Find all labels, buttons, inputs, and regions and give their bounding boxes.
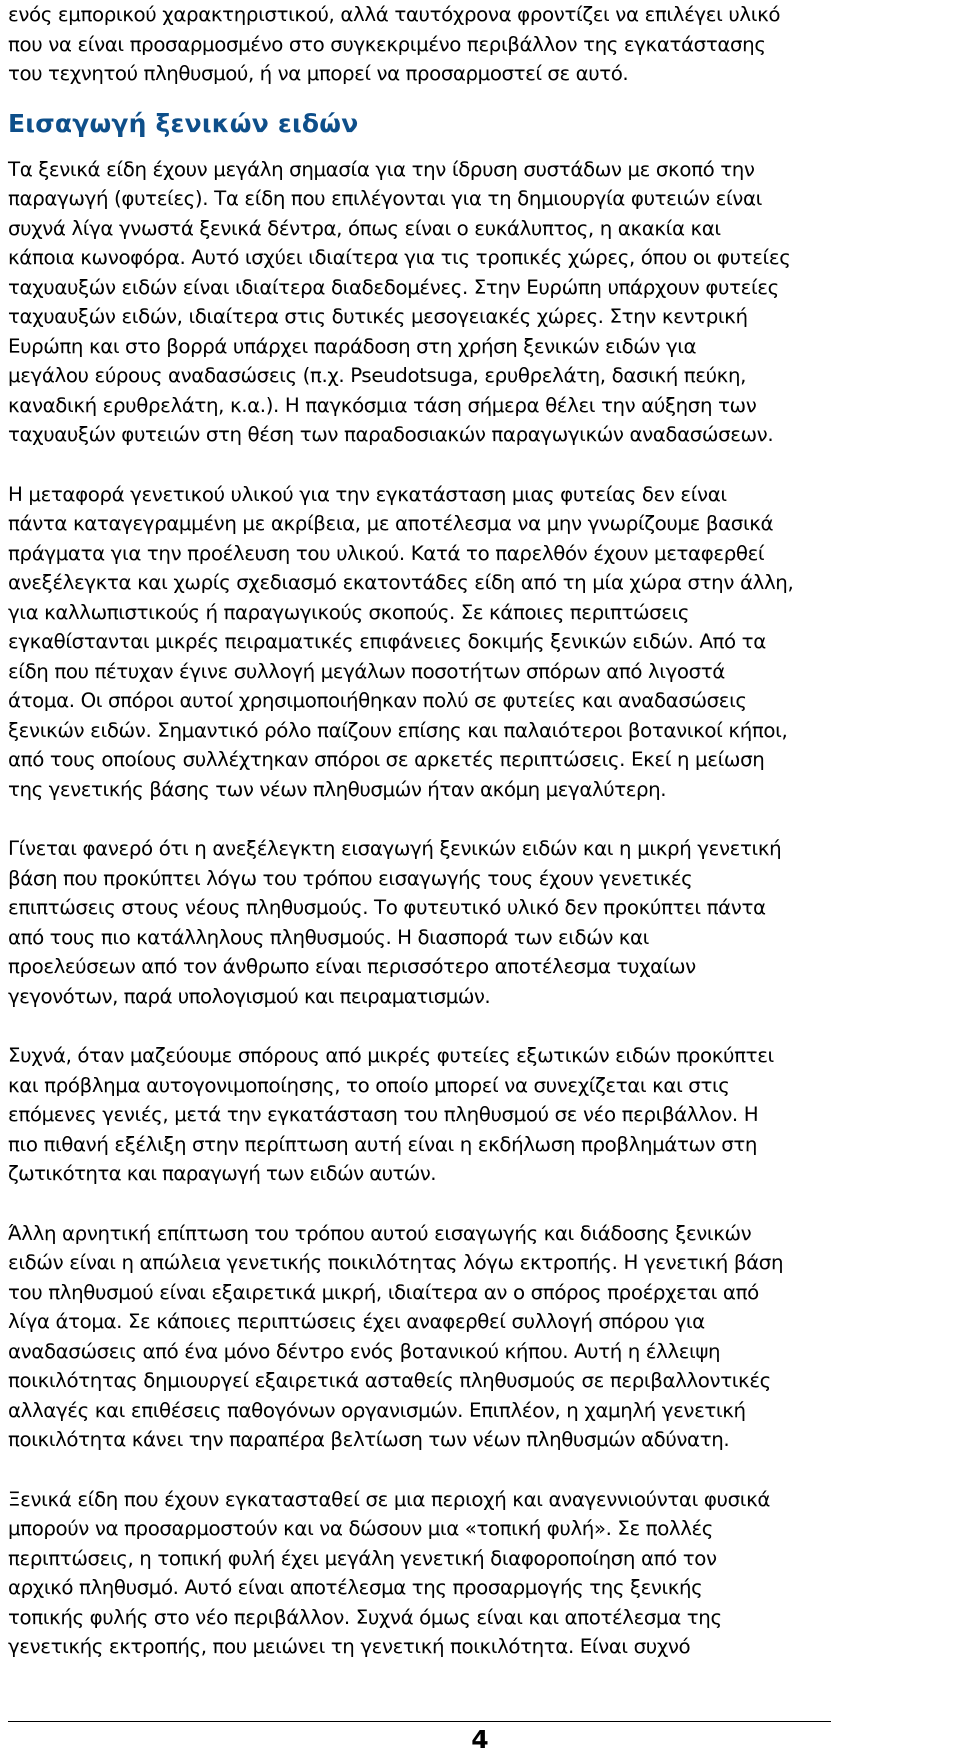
paragraph-gap (8, 1189, 953, 1219)
text-line: της γενετικής βάσης των νέων πληθυσμών ήταν ακόμη μεγαλύτερη. (8, 777, 667, 801)
paragraph-gap (8, 450, 953, 480)
text-line: λίγα άτομα. Σε κάποιες περιπτώσεις έχει αναφερθεί συλλογή σπόρου για (8, 1310, 705, 1333)
text-line: ποικιλότητας δημιουργεί εξαιρετικά ασταθείς πληθυσμούς σε περιβαλλοντικές (8, 1369, 771, 1392)
text-line: επόμενες γενιές, μετά την εγκατάσταση του πληθυσμού σε νέο περιβάλλον. Η (8, 1103, 759, 1126)
text-line: πάντα καταγεγραμμένη με ακρίβεια, με αποτέλεσμα να μην γνωρίζουμε βασικά (8, 512, 774, 535)
text-line: αρχικό πληθυσμό. Αυτό είναι αποτέλεσμα της προσαρμογής της ξενικής (8, 1576, 703, 1599)
text-line: ξενικών ειδών. Σημαντικό ρόλο παίζουν επίσης και παλαιότεροι βοτανικοί κήποι, (8, 718, 788, 742)
paragraph-3 (8, 834, 953, 1011)
text-line: μεγάλου εύρους αναδασώσεις (π.χ. Pseudotsuga, ερυθρελάτη, δασική πεύκη, (8, 364, 747, 387)
text-line: Ξενικά είδη που έχουν εγκατασταθεί σε μια περιοχή και αναγεννιούνται φυσικά (8, 1487, 771, 1511)
text-line: ανεξέλεγκτα και χωρίς σχεδιασμό εκατοντάδες είδη από τη μία χώρα στην άλλη, (8, 571, 794, 594)
intro-paragraph (8, 0, 953, 89)
text-line: πιο πιθανή εξέλιξη στην περίπτωση αυτή είναι η εκδήλωση προβλημάτων στη (8, 1132, 758, 1156)
paragraph-4 (8, 1041, 953, 1189)
text-line: πράγματα για την προέλευση του υλικού. Κατά το παρελθόν έχουν μεταφερθεί (8, 541, 765, 565)
text-line: ζωτικότητα και παραγωγή των ειδών αυτών. (8, 1162, 436, 1185)
text-line: καναδική ερυθρελάτη, κ.α.). Η παγκόσμια τάση σήμερα θέλει την αύξηση των (8, 393, 757, 417)
paragraph-1 (8, 155, 953, 450)
text-line: ποικιλότητα κάνει την παραπέρα βελτίωση των νέων πληθυσμών αδύνατη. (8, 1428, 730, 1451)
text-line: ταχυαυξών φυτειών στη θέση των παραδοσιακών παραγωγικών αναδασώσεων. (8, 423, 774, 446)
text-line: για καλλωπιστικούς ή παραγωγικούς σκοπούς. Σε κάποιες περιπτώσεις (8, 600, 690, 624)
text-line: κάποια κωνοφόρα. Αυτό ισχύει ιδιαίτερα για τις τροπικές χώρες, όπου οι φυτείες (8, 246, 791, 269)
text-line: εγκαθίστανται μικρές πειραματικές επιφάνειες δοκιμής ξενικών ειδών. Από τα (8, 630, 766, 653)
text-line: τοπικής φυλής στο νέο περιβάλλον. Συχνά όμως είναι και αποτέλεσμα της (8, 1605, 722, 1629)
text-line: είδη που πέτυχαν έγινε συλλογή μεγάλων ποσοτήτων σπόρων από λιγοστά (8, 659, 725, 683)
text-line: γεγονότων, παρά υπολογισμού και πειραματισμών. (8, 984, 491, 1008)
text-line: ειδών είναι η απώλεια γενετικής ποικιλότητας λόγω εκτροπής. Η γενετική βάση (8, 1251, 784, 1274)
text-line: του πληθυσμού είναι εξαιρετικά μικρή, ιδιαίτερα αν ο σπόρος προέρχεται από (8, 1280, 759, 1304)
document-page (8, 0, 953, 1662)
text-line: που να είναι προσαρμοσμένο στο συγκεκριμένο περιβάλλον της εγκατάστασης (8, 32, 766, 56)
text-line: προελεύσεων από τον άνθρωπο είναι περισσότερο αποτέλεσμα τυχαίων (8, 955, 696, 978)
text-line: ταχυαυξών ειδών είναι ιδιαίτερα διαδεδομένες. Στην Ευρώπη υπάρχουν φυτείες (8, 275, 779, 299)
text-line: Άλλη αρνητική επίπτωση του τρόπου αυτού εισαγωγής και διάδοσης ξενικών (8, 1221, 752, 1245)
text-line: Ευρώπη και στο βορρά υπάρχει παράδοση στη χρήση ξενικών ειδών για (8, 334, 697, 358)
text-line: από τους πιο κατάλληλους πληθυσμούς. Η διασπορά των ειδών και (8, 925, 649, 949)
text-line: παραγωγή (φυτείες). Τα είδη που επιλέγονται για τη δημιουργία φυτειών είναι (8, 187, 762, 210)
text-line: περιπτώσεις, η τοπική φυλή έχει μεγάλη γενετική διαφοροποίηση από τον (8, 1546, 717, 1570)
text-line: αλλαγές και επιθέσεις παθογόνων οργανισμών. Επιπλέον, η χαμηλή γενετική (8, 1398, 746, 1422)
page-number: 4 (471, 1725, 489, 1754)
text-line: Η μεταφορά γενετικού υλικού για την εγκατάσταση μιας φυτείας δεν είναι (8, 482, 727, 506)
paragraph-gap (8, 1455, 953, 1485)
text-line: από τους οποίους συλλέχτηκαν σπόροι σε αρκετές περιπτώσεις. Εκεί η μείωση (8, 748, 765, 771)
text-line: Συχνά, όταν μαζεύουμε σπόρους από μικρές φυτείες εξωτικών ειδών προκύπτει (8, 1044, 774, 1067)
text-line: άτομα. Οι σπόροι αυτοί χρησιμοποιήθηκαν πολύ σε φυτείες και αναδασώσεις (8, 689, 747, 712)
text-line: βάση που προκύπτει λόγω του τρόπου εισαγωγής τους έχουν γενετικές (8, 866, 693, 890)
text-line: μπορούν να προσαρμοστούν και να δώσουν μια «τοπική φυλή». Σε πολλές (8, 1517, 714, 1540)
text-line: αναδασώσεις από ένα μόνο δέντρο ενός βοτανικού κήπου. Αυτή η έλλειψη (8, 1339, 721, 1363)
text-line: του τεχνητού πληθυσμού, ή να μπορεί να προσαρμοστεί σε αυτό. (8, 62, 629, 85)
paragraph-gap (8, 1011, 953, 1041)
text-line: Γίνεται φανερό ότι η ανεξέλεγκτη εισαγωγή ξενικών ειδών και η μικρή γενετική (8, 837, 782, 860)
paragraph-gap (8, 804, 953, 834)
text-line: και πρόβλημα αυτογονιμοποίησης, το οποίο μπορεί να συνεχίζεται και στις (8, 1073, 730, 1097)
paragraph-5 (8, 1219, 953, 1455)
paragraph-6 (8, 1485, 953, 1662)
text-line: γενετικής εκτροπής, που μειώνει τη γενετική ποικιλότητα. Είναι συχνό (8, 1635, 691, 1658)
paragraph-2 (8, 480, 953, 805)
text-line: ταχυαυξών ειδών, ιδιαίτερα στις δυτικές μεσογειακές χώρες. Στην κεντρική (8, 305, 748, 328)
text-line: συχνά λίγα γνωστά ξενικά δέντρα, όπως είναι ο ευκάλυπτος, η ακακία και (8, 216, 721, 240)
text-line: ενός εμπορικού χαρακτηριστικού, αλλά ταυτόχρονα φροντίζει να επιλέγει υλικό (8, 3, 781, 26)
footer-rule (8, 1721, 831, 1722)
section-heading: Εισαγωγή ξενικών ειδών (8, 108, 359, 138)
text-line: Τα ξενικά είδη έχουν μεγάλη σημασία για την ίδρυση συστάδων με σκοπό την (8, 157, 755, 181)
text-line: επιπτώσεις στους νέους πληθυσμούς. Το φυτευτικό υλικό δεν προκύπτει πάντα (8, 896, 766, 919)
